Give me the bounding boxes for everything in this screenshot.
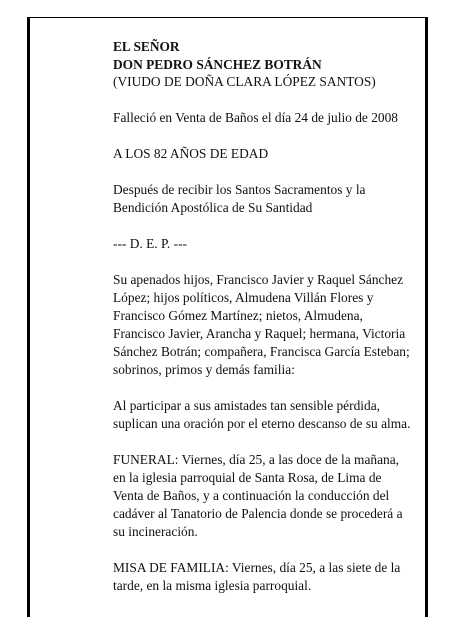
funeral-line: en la iglesia parroquial de Santa Rosa, de Lima de bbox=[113, 469, 382, 485]
mass-line: MISA DE FAMILIA: Viernes, día 25, a las siete de la bbox=[113, 559, 401, 575]
family-mass-paragraph bbox=[113, 559, 429, 595]
notice-heading bbox=[113, 38, 429, 91]
prayer-paragraph bbox=[113, 397, 429, 433]
age-statement: A LOS 82 AÑOS DE EDAD bbox=[113, 145, 269, 161]
death-statement: Falleció en Venta de Baños el día 24 de julio de 2008 bbox=[113, 109, 398, 125]
rip-line: --- D. E. P. --- bbox=[113, 235, 188, 251]
sacraments-line: Bendición Apostólica de Su Santidad bbox=[113, 199, 313, 215]
funeral-paragraph bbox=[113, 451, 429, 541]
funeral-line: su incineración. bbox=[113, 523, 198, 539]
funeral-line: FUNERAL: Viernes, día 25, a las doce de la mañana, bbox=[113, 451, 400, 467]
family-line: Su apenados hijos, Francisco Javier y Raquel Sánchez bbox=[113, 271, 404, 287]
mass-line: tarde, en la misma iglesia parroquial. bbox=[113, 577, 312, 593]
family-line: Sánchez Botrán; compañera, Francisca García Esteban; bbox=[113, 343, 410, 359]
heading-title: EL SEÑOR bbox=[113, 39, 180, 54]
family-line: sobrinos, primos y demás familia: bbox=[113, 361, 295, 377]
funeral-line: Venta de Baños, y a continuación la conducción del bbox=[113, 487, 390, 503]
prayer-line: suplican una oración por el eterno descanso de su alma. bbox=[113, 415, 411, 431]
family-line: Francisco Gómez Martínez; nietos, Almudena, bbox=[113, 307, 363, 323]
death-notice bbox=[113, 38, 429, 595]
sacraments-paragraph bbox=[113, 181, 429, 217]
family-line: López; hijos políticos, Almudena Villán Flores y bbox=[113, 289, 374, 305]
prayer-line: Al participar a sus amistades tan sensible pérdida, bbox=[113, 397, 380, 413]
widower-of: (VIUDO DE DOÑA CLARA LÓPEZ SANTOS) bbox=[113, 74, 376, 89]
family-paragraph bbox=[113, 271, 429, 379]
deceased-name: DON PEDRO SÁNCHEZ BOTRÁN bbox=[113, 56, 322, 72]
sacraments-line: Después de recibir los Santos Sacramentos y la bbox=[113, 181, 366, 197]
funeral-line: cadáver al Tanatorio de Palencia donde se procederá a bbox=[113, 505, 403, 521]
family-line: Francisco Javier, Arancha y Raquel; hermana, Victoria bbox=[113, 325, 406, 341]
